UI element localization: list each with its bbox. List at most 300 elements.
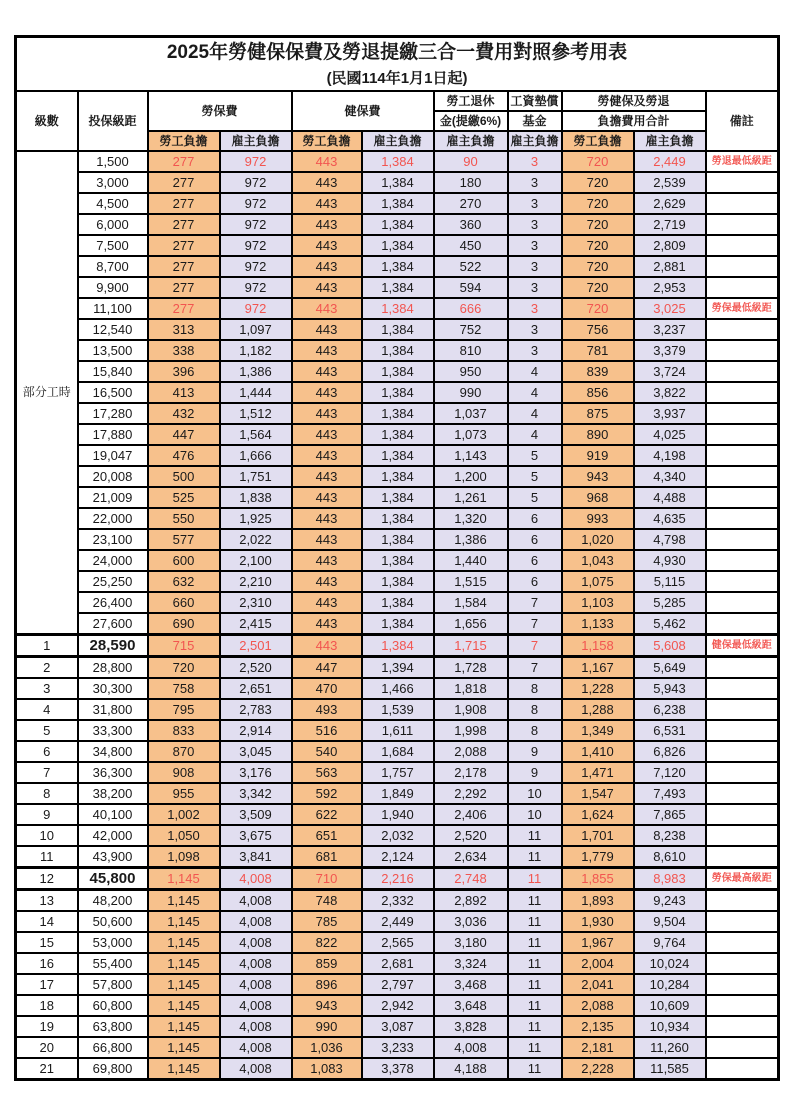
table-row — [16, 277, 779, 298]
value-cell: 3,324 — [434, 953, 508, 974]
value-cell: 443 — [292, 361, 362, 382]
remark-cell — [706, 974, 779, 995]
value-cell: 1,386 — [434, 529, 508, 550]
value-cell: 1,098 — [148, 846, 220, 868]
value-cell: 443 — [292, 382, 362, 403]
value-cell: 2,135 — [562, 1016, 634, 1037]
table-row — [16, 193, 779, 214]
level-cell: 13 — [16, 890, 78, 912]
value-cell: 943 — [292, 995, 362, 1016]
value-cell: 443 — [292, 214, 362, 235]
value-cell: 3,036 — [434, 911, 508, 932]
value-cell: 6 — [508, 550, 562, 571]
header-health-employee: 勞工負擔 — [292, 131, 362, 151]
value-cell: 11 — [508, 1016, 562, 1037]
value-cell: 3 — [508, 277, 562, 298]
value-cell: 443 — [292, 277, 362, 298]
value-cell: 4,008 — [434, 1037, 508, 1058]
value-cell: 972 — [220, 298, 292, 319]
value-cell: 270 — [434, 193, 508, 214]
value-cell: 5,943 — [634, 678, 706, 699]
value-cell: 2,032 — [362, 825, 434, 846]
value-cell: 1,384 — [362, 193, 434, 214]
value-cell: 3,648 — [434, 995, 508, 1016]
bracket-cell: 66,800 — [78, 1037, 148, 1058]
value-cell: 277 — [148, 256, 220, 277]
value-cell: 972 — [220, 235, 292, 256]
value-cell: 1,656 — [434, 613, 508, 635]
bracket-cell: 1,500 — [78, 151, 148, 172]
table-row — [16, 403, 779, 424]
value-cell: 2,415 — [220, 613, 292, 635]
table-row — [16, 613, 779, 635]
value-cell: 3,468 — [434, 974, 508, 995]
bracket-cell: 27,600 — [78, 613, 148, 635]
value-cell: 338 — [148, 340, 220, 361]
value-cell: 972 — [220, 277, 292, 298]
value-cell: 1,394 — [362, 657, 434, 679]
table-row — [16, 235, 779, 256]
level-cell: 8 — [16, 783, 78, 804]
value-cell: 443 — [292, 424, 362, 445]
value-cell: 443 — [292, 571, 362, 592]
value-cell: 2,449 — [362, 911, 434, 932]
value-cell: 443 — [292, 487, 362, 508]
value-cell: 720 — [562, 193, 634, 214]
value-cell: 1,818 — [434, 678, 508, 699]
remark-cell — [706, 571, 779, 592]
value-cell: 1,893 — [562, 890, 634, 912]
value-cell: 4,008 — [220, 1037, 292, 1058]
value-cell: 6 — [508, 529, 562, 550]
bracket-cell: 3,000 — [78, 172, 148, 193]
value-cell: 443 — [292, 529, 362, 550]
bracket-cell: 30,300 — [78, 678, 148, 699]
remark-cell — [706, 911, 779, 932]
value-cell: 10,024 — [634, 953, 706, 974]
value-cell: 9,504 — [634, 911, 706, 932]
value-cell: 1,384 — [362, 361, 434, 382]
value-cell: 1,043 — [562, 550, 634, 571]
table-row — [16, 214, 779, 235]
value-cell: 1,384 — [362, 340, 434, 361]
value-cell: 4 — [508, 424, 562, 445]
bracket-cell: 7,500 — [78, 235, 148, 256]
value-cell: 896 — [292, 974, 362, 995]
level-cell: 9 — [16, 804, 78, 825]
bracket-cell: 43,900 — [78, 846, 148, 868]
value-cell: 4,008 — [220, 932, 292, 953]
value-cell: 2,088 — [562, 995, 634, 1016]
value-cell: 396 — [148, 361, 220, 382]
value-cell: 493 — [292, 699, 362, 720]
value-cell: 2,216 — [362, 868, 434, 890]
value-cell: 10,609 — [634, 995, 706, 1016]
value-cell: 2,892 — [434, 890, 508, 912]
bracket-cell: 4,500 — [78, 193, 148, 214]
remark-cell — [706, 256, 779, 277]
header-labor-employer: 雇主負擔 — [220, 131, 292, 151]
value-cell: 890 — [562, 424, 634, 445]
value-cell: 516 — [292, 720, 362, 741]
value-cell: 1,145 — [148, 911, 220, 932]
value-cell: 3 — [508, 235, 562, 256]
table-row — [16, 932, 779, 953]
level-cell: 18 — [16, 995, 78, 1016]
level-cell: 2 — [16, 657, 78, 679]
value-cell: 3,841 — [220, 846, 292, 868]
value-cell: 8 — [508, 699, 562, 720]
value-cell: 1,838 — [220, 487, 292, 508]
value-cell: 1,384 — [362, 613, 434, 635]
value-cell: 4 — [508, 382, 562, 403]
value-cell: 1,471 — [562, 762, 634, 783]
value-cell: 919 — [562, 445, 634, 466]
value-cell: 1,384 — [362, 550, 434, 571]
remark-cell: 健保最低級距 — [706, 635, 779, 657]
remark-cell — [706, 995, 779, 1016]
bracket-cell: 34,800 — [78, 741, 148, 762]
value-cell: 450 — [434, 235, 508, 256]
table-row — [16, 1016, 779, 1037]
level-cell: 19 — [16, 1016, 78, 1037]
value-cell: 443 — [292, 635, 362, 657]
value-cell: 1,020 — [562, 529, 634, 550]
value-cell: 1,145 — [148, 1016, 220, 1037]
level-cell: 16 — [16, 953, 78, 974]
page-subtitle: (民國114年1月1日起) — [326, 70, 468, 87]
table-row — [16, 487, 779, 508]
value-cell: 592 — [292, 783, 362, 804]
value-cell: 1,145 — [148, 932, 220, 953]
value-cell: 600 — [148, 550, 220, 571]
value-cell: 859 — [292, 953, 362, 974]
value-cell: 10,284 — [634, 974, 706, 995]
bracket-cell: 40,100 — [78, 804, 148, 825]
bracket-cell: 21,009 — [78, 487, 148, 508]
value-cell: 3 — [508, 172, 562, 193]
value-cell: 4,008 — [220, 1016, 292, 1037]
value-cell: 839 — [562, 361, 634, 382]
value-cell: 11 — [508, 890, 562, 912]
header-row-1 — [16, 91, 779, 111]
remark-cell — [706, 193, 779, 214]
value-cell: 277 — [148, 151, 220, 172]
table-row — [16, 1037, 779, 1058]
value-cell: 752 — [434, 319, 508, 340]
value-cell: 795 — [148, 699, 220, 720]
value-cell: 2,748 — [434, 868, 508, 890]
value-cell: 2,681 — [362, 953, 434, 974]
table-row — [16, 657, 779, 679]
header-remark: 備註 — [706, 91, 779, 151]
value-cell: 2,797 — [362, 974, 434, 995]
value-cell: 8,238 — [634, 825, 706, 846]
header-pension-line2: 金(提繳6%) — [434, 111, 508, 131]
value-cell: 720 — [562, 256, 634, 277]
level-cell: 14 — [16, 911, 78, 932]
value-cell: 360 — [434, 214, 508, 235]
value-cell: 1,037 — [434, 403, 508, 424]
table-row — [16, 783, 779, 804]
level-cell: 7 — [16, 762, 78, 783]
value-cell: 2,228 — [562, 1058, 634, 1080]
value-cell: 710 — [292, 868, 362, 890]
value-cell: 3 — [508, 319, 562, 340]
value-cell: 1,584 — [434, 592, 508, 613]
bracket-cell: 15,840 — [78, 361, 148, 382]
value-cell: 785 — [292, 911, 362, 932]
value-cell: 470 — [292, 678, 362, 699]
value-cell: 4,198 — [634, 445, 706, 466]
value-cell: 4,008 — [220, 974, 292, 995]
table-row — [16, 699, 779, 720]
value-cell: 1,466 — [362, 678, 434, 699]
value-cell: 8,610 — [634, 846, 706, 868]
bracket-cell: 28,800 — [78, 657, 148, 679]
value-cell: 3 — [508, 193, 562, 214]
table-row — [16, 846, 779, 868]
value-cell: 11 — [508, 868, 562, 890]
value-cell: 1,701 — [562, 825, 634, 846]
bracket-cell: 17,880 — [78, 424, 148, 445]
value-cell: 3,379 — [634, 340, 706, 361]
value-cell: 8 — [508, 720, 562, 741]
remark-cell — [706, 361, 779, 382]
value-cell: 443 — [292, 403, 362, 424]
value-cell: 8 — [508, 678, 562, 699]
value-cell: 7,865 — [634, 804, 706, 825]
level-cell: 3 — [16, 678, 78, 699]
level-cell: 12 — [16, 868, 78, 890]
value-cell: 5,115 — [634, 571, 706, 592]
value-cell: 2,178 — [434, 762, 508, 783]
header-wage-fund-line1: 工資墊償 — [508, 91, 562, 111]
value-cell: 3,724 — [634, 361, 706, 382]
value-cell: 781 — [562, 340, 634, 361]
remark-cell — [706, 508, 779, 529]
value-cell: 870 — [148, 741, 220, 762]
value-cell: 5,608 — [634, 635, 706, 657]
value-cell: 443 — [292, 466, 362, 487]
value-cell: 2,292 — [434, 783, 508, 804]
value-cell: 1,167 — [562, 657, 634, 679]
value-cell: 1,036 — [292, 1037, 362, 1058]
table-row — [16, 571, 779, 592]
value-cell: 758 — [148, 678, 220, 699]
header-labor-insurance: 勞保費 — [148, 91, 292, 131]
bracket-cell: 25,250 — [78, 571, 148, 592]
remark-cell — [706, 657, 779, 679]
header-health-insurance: 健保費 — [292, 91, 434, 131]
value-cell: 2,651 — [220, 678, 292, 699]
value-cell: 1,103 — [562, 592, 634, 613]
value-cell: 594 — [434, 277, 508, 298]
value-cell: 443 — [292, 151, 362, 172]
value-cell: 563 — [292, 762, 362, 783]
value-cell: 4,025 — [634, 424, 706, 445]
value-cell: 810 — [434, 340, 508, 361]
value-cell: 2,004 — [562, 953, 634, 974]
remark-cell — [706, 550, 779, 571]
value-cell: 432 — [148, 403, 220, 424]
value-cell: 11 — [508, 1037, 562, 1058]
remark-cell — [706, 466, 779, 487]
remark-cell — [706, 1058, 779, 1080]
value-cell: 4,008 — [220, 911, 292, 932]
value-cell: 6 — [508, 508, 562, 529]
value-cell: 833 — [148, 720, 220, 741]
level-cell: 15 — [16, 932, 78, 953]
header-total-line2: 負擔費用合計 — [562, 111, 706, 131]
value-cell: 1,925 — [220, 508, 292, 529]
value-cell: 1,384 — [362, 635, 434, 657]
value-cell: 1,849 — [362, 783, 434, 804]
value-cell: 1,940 — [362, 804, 434, 825]
table-row — [16, 911, 779, 932]
value-cell: 447 — [292, 657, 362, 679]
value-cell: 2,181 — [562, 1037, 634, 1058]
value-cell: 1,930 — [562, 911, 634, 932]
remark-cell — [706, 529, 779, 550]
value-cell: 1,097 — [220, 319, 292, 340]
value-cell: 1,515 — [434, 571, 508, 592]
table-body — [16, 151, 779, 1080]
value-cell: 993 — [562, 508, 634, 529]
value-cell: 277 — [148, 277, 220, 298]
value-cell: 4,488 — [634, 487, 706, 508]
value-cell: 3,937 — [634, 403, 706, 424]
value-cell: 1,075 — [562, 571, 634, 592]
value-cell: 720 — [562, 172, 634, 193]
value-cell: 11,585 — [634, 1058, 706, 1080]
value-cell: 3,087 — [362, 1016, 434, 1037]
bracket-cell: 57,800 — [78, 974, 148, 995]
bracket-cell: 12,540 — [78, 319, 148, 340]
value-cell: 1,145 — [148, 974, 220, 995]
bracket-cell: 63,800 — [78, 1016, 148, 1037]
value-cell: 4,008 — [220, 995, 292, 1016]
bracket-cell: 42,000 — [78, 825, 148, 846]
value-cell: 3,180 — [434, 932, 508, 953]
value-cell: 1,384 — [362, 592, 434, 613]
value-cell: 4,188 — [434, 1058, 508, 1080]
table-row — [16, 890, 779, 912]
value-cell: 2,041 — [562, 974, 634, 995]
value-cell: 1,384 — [362, 529, 434, 550]
remark-cell — [706, 1016, 779, 1037]
value-cell: 180 — [434, 172, 508, 193]
table-row — [16, 592, 779, 613]
header-wage-fund-employer: 雇主負擔 — [508, 131, 562, 151]
value-cell: 2,634 — [434, 846, 508, 868]
value-cell: 500 — [148, 466, 220, 487]
value-cell: 1,547 — [562, 783, 634, 804]
value-cell: 1,611 — [362, 720, 434, 741]
table-row — [16, 382, 779, 403]
value-cell: 3,176 — [220, 762, 292, 783]
table-row — [16, 424, 779, 445]
remark-cell — [706, 403, 779, 424]
value-cell: 2,809 — [634, 235, 706, 256]
value-cell: 443 — [292, 445, 362, 466]
value-cell: 1,050 — [148, 825, 220, 846]
bracket-cell: 55,400 — [78, 953, 148, 974]
value-cell: 1,002 — [148, 804, 220, 825]
value-cell: 622 — [292, 804, 362, 825]
value-cell: 2,783 — [220, 699, 292, 720]
value-cell: 1,145 — [148, 868, 220, 890]
table-row — [16, 974, 779, 995]
value-cell: 990 — [434, 382, 508, 403]
remark-cell — [706, 762, 779, 783]
table-row — [16, 361, 779, 382]
value-cell: 1,320 — [434, 508, 508, 529]
value-cell: 4,008 — [220, 890, 292, 912]
value-cell: 3,025 — [634, 298, 706, 319]
value-cell: 522 — [434, 256, 508, 277]
bracket-cell: 69,800 — [78, 1058, 148, 1080]
table-row — [16, 720, 779, 741]
value-cell: 10,934 — [634, 1016, 706, 1037]
value-cell: 443 — [292, 508, 362, 529]
value-cell: 525 — [148, 487, 220, 508]
value-cell: 1,228 — [562, 678, 634, 699]
value-cell: 2,501 — [220, 635, 292, 657]
value-cell: 1,384 — [362, 382, 434, 403]
value-cell: 1,967 — [562, 932, 634, 953]
header-total-employer: 雇主負擔 — [634, 131, 706, 151]
value-cell: 7 — [508, 613, 562, 635]
level-cell: 20 — [16, 1037, 78, 1058]
remark-cell — [706, 1037, 779, 1058]
value-cell: 3,675 — [220, 825, 292, 846]
header-total-line1: 勞健保及勞退 — [562, 91, 706, 111]
value-cell: 1,145 — [148, 1037, 220, 1058]
bracket-cell: 36,300 — [78, 762, 148, 783]
table-row — [16, 319, 779, 340]
value-cell: 443 — [292, 256, 362, 277]
value-cell: 990 — [292, 1016, 362, 1037]
value-cell: 3,822 — [634, 382, 706, 403]
value-cell: 1,564 — [220, 424, 292, 445]
value-cell: 972 — [220, 214, 292, 235]
bracket-cell: 24,000 — [78, 550, 148, 571]
value-cell: 1,288 — [562, 699, 634, 720]
remark-cell — [706, 382, 779, 403]
value-cell: 2,881 — [634, 256, 706, 277]
value-cell: 681 — [292, 846, 362, 868]
value-cell: 4,635 — [634, 508, 706, 529]
value-cell: 11 — [508, 911, 562, 932]
remark-cell: 勞保最低級距 — [706, 298, 779, 319]
value-cell: 443 — [292, 172, 362, 193]
value-cell: 3,233 — [362, 1037, 434, 1058]
value-cell: 4,340 — [634, 466, 706, 487]
value-cell: 476 — [148, 445, 220, 466]
remark-cell — [706, 613, 779, 635]
value-cell: 9,764 — [634, 932, 706, 953]
bracket-cell: 17,280 — [78, 403, 148, 424]
value-cell: 3,342 — [220, 783, 292, 804]
value-cell: 4 — [508, 361, 562, 382]
value-cell: 5,649 — [634, 657, 706, 679]
value-cell: 1,384 — [362, 277, 434, 298]
header-wage-fund-line2: 基金 — [508, 111, 562, 131]
remark-cell — [706, 804, 779, 825]
value-cell: 1,384 — [362, 298, 434, 319]
value-cell: 7,493 — [634, 783, 706, 804]
